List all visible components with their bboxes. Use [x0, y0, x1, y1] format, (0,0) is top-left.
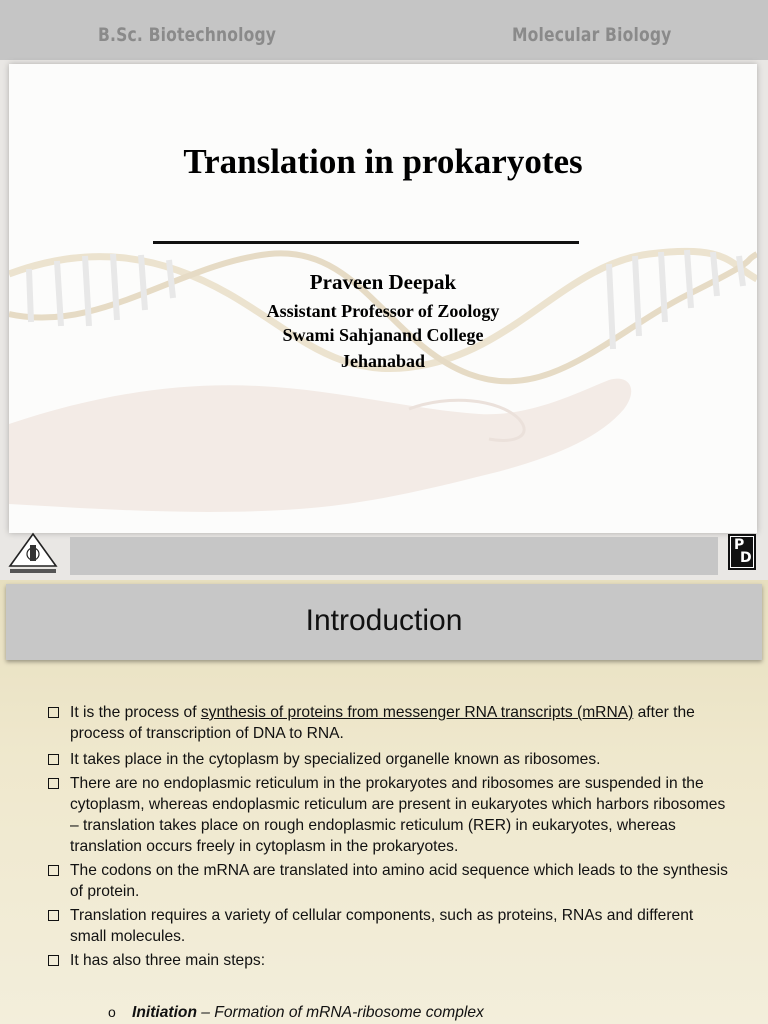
underlined-definition: synthesis of proteins from messenger RNA transcripts (mRNA) [200, 704, 634, 721]
checkbox-bullet-icon [48, 865, 59, 876]
college-emblem-logo [6, 532, 60, 576]
checkbox-bullet-icon [48, 707, 59, 718]
bullet-item: There are no endoplasmic reticulum in the prokaryotes and ribosomes are suspended in the cytoplasm, whereas endoplasmic reticulum are present in eukaryotes which harbors ribosomes – translation takes place on rough endoplasmic reticulum (RER) in eukaryotes, whereas translation occurs freely in cytoplasm in the prokaryotes. [48, 773, 728, 857]
introduction-slide [0, 580, 768, 1024]
bullet-item: The codons on the mRNA are translated into amino acid sequence which leads to the synthesis of protein. [48, 860, 728, 902]
checkbox-bullet-icon [48, 910, 59, 921]
step-term: Initiation [132, 1004, 197, 1021]
introduction-header [6, 584, 762, 660]
sub-bullet-item [108, 1002, 484, 1023]
title-slide-footer [70, 537, 718, 575]
title-panel [9, 64, 757, 533]
step-description: – Formation of mRNA-ribosome complex [196, 1004, 484, 1021]
dna-hand-background [9, 64, 757, 533]
bullet-item: It takes place in the cytoplasm by specialized organelle known as ribosomes. [48, 749, 728, 770]
author-college: Swami Sahjanand College [282, 325, 484, 345]
bullet-item: It is the process of synthesis of proteins from messenger RNA transcripts (mRNA) after the process of transcription of DNA to RNA. [48, 702, 728, 744]
presentation-title: Translation in prokaryotes [183, 142, 583, 181]
author-designation: Assistant Professor of Zoology [266, 301, 500, 321]
course-label: B.Sc. Biotechnology [98, 24, 277, 46]
bullet-list [48, 704, 728, 974]
checkbox-bullet-icon [48, 754, 59, 765]
author-name: Praveen Deepak [309, 270, 457, 294]
bullet-item: Translation requires a variety of cellular components, such as proteins, RNAs and different small molecules. [48, 905, 728, 947]
circle-bullet-icon: o [108, 1004, 116, 1020]
bullet-item: It has also three main steps: [48, 950, 728, 971]
pd-monogram-logo: P D [728, 534, 756, 570]
subject-label: Molecular Biology [512, 24, 672, 46]
author-place: Jehanabad [340, 351, 426, 371]
checkbox-bullet-icon [48, 955, 59, 966]
checkbox-bullet-icon [48, 778, 59, 789]
title-slide-header [0, 0, 768, 60]
title-divider [153, 241, 579, 244]
slide-title: Introduction [305, 604, 463, 637]
